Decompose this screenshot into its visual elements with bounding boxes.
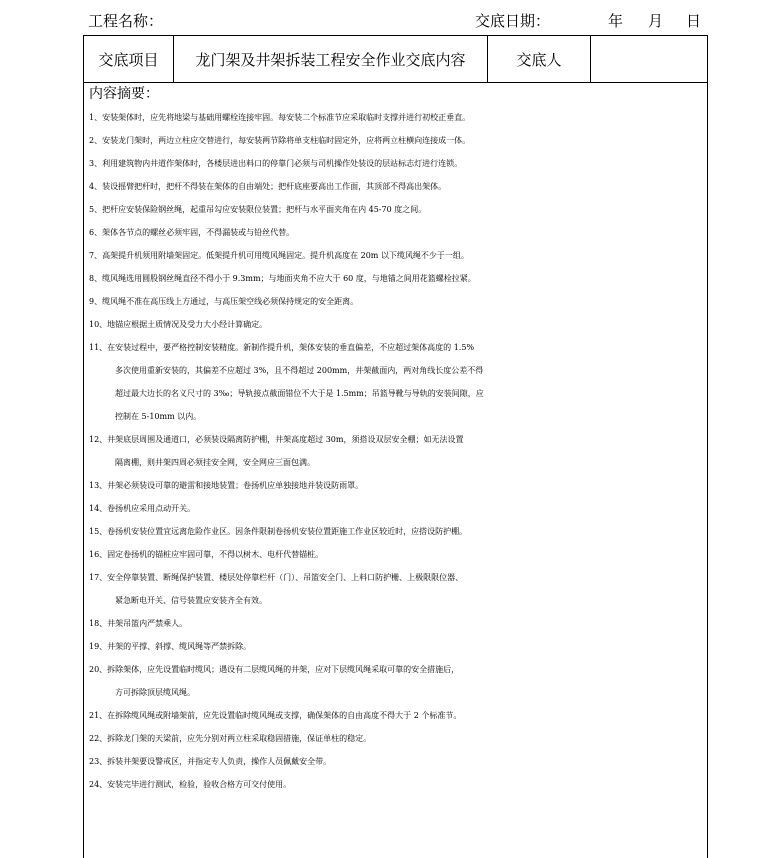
summary-item-continuation: 隔离棚，则井架四周必须挂安全网，安全网应三面包满。 bbox=[115, 458, 315, 467]
summary-item bbox=[89, 106, 707, 129]
summary-item bbox=[89, 267, 707, 290]
summary-item bbox=[89, 520, 707, 543]
summary-item bbox=[89, 635, 707, 658]
summary-item-line: 15、卷扬机安装位置宜远离危险作业区。因条件限制卷扬机安装位置距施工作业区较近时，应搭设防护棚。 bbox=[89, 527, 468, 536]
summary-item bbox=[89, 336, 707, 428]
summary-item-line: 21、在拆除缆风绳或附墙架前，应先设置临时缆风绳或支撑，确保架体的自由高度不得大于 2 个标准节。 bbox=[89, 711, 462, 720]
month-label: 月 bbox=[648, 12, 664, 30]
summary-item-line: 2、安装龙门架时，两边立柱应交替进行，每安装两节除将单支柱临时固定外，应将两立柱横向连接成一体。 bbox=[89, 136, 471, 145]
content-summary bbox=[84, 83, 707, 796]
summary-item-continuation: 紧急断电开关、信号装置应安装齐全有效。 bbox=[115, 596, 267, 605]
summary-item-continuation: 多次使用重新安装的，其偏差不应超过 3%，且不得超过 200mm，井架截面内，两对角线长度公差不得 bbox=[115, 366, 484, 375]
summary-item bbox=[89, 198, 707, 221]
summary-item-line: 6、架体各节点的螺丝必须牢固，不得漏装或与铅丝代替。 bbox=[89, 228, 295, 237]
summary-item-line: 18、井架吊篮内严禁乘人。 bbox=[89, 619, 188, 628]
summary-item bbox=[89, 612, 707, 635]
summary-item bbox=[89, 750, 707, 773]
handover-person-value bbox=[591, 36, 709, 82]
summary-item bbox=[89, 704, 707, 727]
summary-item-line: 24、安装完毕进行测试，检验，验收合格方可交付使用。 bbox=[89, 780, 292, 789]
summary-item-line: 7、高架提升机须用附墙架固定。低架提升机可用缆风绳固定。提升机高度在 20m 以下缆风绳不少于一组。 bbox=[89, 251, 469, 260]
summary-item-line: 3、利用建筑物内井道作架体时，各楼层进出料口的停靠门必须与司机操作处装设的层站标志灯进行连锁。 bbox=[89, 159, 463, 168]
summary-item bbox=[89, 428, 707, 474]
day-label: 日 bbox=[686, 12, 702, 30]
summary-item-line: 10、地锚应根据土质情况及受力大小经计算确定。 bbox=[89, 320, 268, 329]
summary-item bbox=[89, 129, 707, 152]
project-name-label: 工程名称： bbox=[88, 12, 164, 30]
summary-title: 内容摘要： bbox=[89, 86, 159, 102]
summary-item-line: 13、井架必须装设可靠的避雷和接地装置；卷扬机应单独接地并装设防雨罩。 bbox=[89, 481, 364, 490]
summary-item-line: 1、安装架体时，应先将地梁与基础用螺栓连接牢固。每安装二个标准节应采取临时支撑并进行初校正垂直。 bbox=[89, 113, 471, 122]
handover-item-label: 交底项目 bbox=[84, 36, 174, 82]
summary-item bbox=[89, 543, 707, 566]
summary-item bbox=[89, 175, 707, 198]
summary-item-continuation: 控制在 5-10mm 以内。 bbox=[115, 412, 202, 421]
summary-item bbox=[89, 152, 707, 175]
summary-item bbox=[89, 221, 707, 244]
summary-item-line: 12、井架底层周围及通道口，必须装设隔离防护棚，井架高度超过 30m，须搭设双层安全棚；如无法设置 bbox=[89, 435, 464, 444]
summary-item-continuation: 方可拆除顶层缆风绳。 bbox=[115, 688, 195, 697]
summary-item bbox=[89, 290, 707, 313]
summary-items-list bbox=[89, 106, 707, 796]
handover-form bbox=[83, 35, 708, 858]
summary-item-line: 4、装设摇臂把杆时，把杆不得装在架体的自由端处；把杆底座要高出工作面，其顶部不得高出架体。 bbox=[89, 182, 447, 191]
summary-item-line: 19、井架的平撑、斜撑、缆风绳等严禁拆除。 bbox=[89, 642, 252, 651]
summary-item bbox=[89, 313, 707, 336]
document-header bbox=[88, 10, 708, 32]
summary-item bbox=[89, 773, 707, 796]
summary-item-line: 9、缆风绳不准在高压线上方通过，与高压架空线必须保持规定的安全距离。 bbox=[89, 297, 359, 306]
summary-item bbox=[89, 244, 707, 267]
summary-item-line: 11、在安装过程中，要严格控制安装精度。新制作提升机，架体安装的垂直偏差，不应超过架体高度的 1.5% bbox=[89, 343, 475, 352]
summary-item-line: 17、安全停靠装置、断绳保护装置、楼层处停靠栏杆（门）、吊篮安全门、上料口防护栅、上极限限位器、 bbox=[89, 573, 464, 582]
handover-item-value: 龙门架及井架拆装工程安全作业交底内容 bbox=[174, 36, 488, 82]
summary-item-line: 14、卷扬机应采用点动开关。 bbox=[89, 504, 196, 513]
summary-item-line: 16、固定卷扬机的锚桩应牢固可靠，不得以树木、电杆代替锚桩。 bbox=[89, 550, 324, 559]
summary-item-line: 22、拆除龙门架的天梁前，应先分别对两立柱采取稳固措施，保证单柱的稳定。 bbox=[89, 734, 372, 743]
summary-item bbox=[89, 497, 707, 520]
summary-item-line: 23、拆装井架要设警戒区，并指定专人负责，操作人员佩戴安全带。 bbox=[89, 757, 332, 766]
summary-item bbox=[89, 727, 707, 750]
summary-item-continuation: 超过最大边长的名义尺寸的 3‰；导轨接点截面错位不大于是 1.5mm；吊篮导靴与导轨的安装间隙，应 bbox=[115, 389, 484, 398]
summary-item bbox=[89, 658, 707, 704]
handover-date-label: 交底日期： bbox=[475, 12, 551, 30]
summary-item bbox=[89, 474, 707, 497]
year-label: 年 bbox=[608, 12, 624, 30]
summary-item-line: 5、把杆应安装保险钢丝绳，起重吊勾应安装限位装置；把杆与水平面夹角在内 45-70 度之间。 bbox=[89, 205, 427, 214]
form-header-row bbox=[84, 36, 707, 83]
summary-item-line: 20、拆除架体，应先设置临时缆风；遇设有二层缆风绳的井架，应对下层缆风绳采取可靠的安全措施后， bbox=[89, 665, 460, 674]
summary-item bbox=[89, 566, 707, 612]
summary-item-line: 8、缆风绳选用圆股钢丝绳直径不得小于 9.3mm；与地面夹角不应大于 60 度，与地锚之间用花篮螺栓拉紧。 bbox=[89, 274, 476, 283]
handover-person-label: 交底人 bbox=[488, 36, 591, 82]
